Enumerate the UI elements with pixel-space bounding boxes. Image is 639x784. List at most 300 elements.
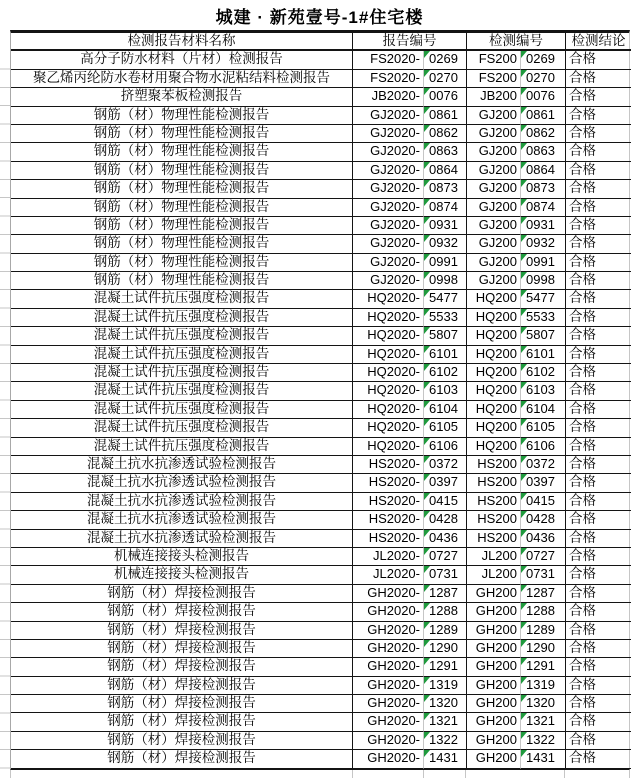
test-number-prefix-cell: GH200 — [467, 622, 521, 640]
text-as-number-flag-icon — [521, 88, 527, 95]
test-result-cell: 合格 — [566, 585, 631, 603]
report-number-cell — [424, 51, 467, 69]
report-number-prefix-cell: JL2020- — [353, 548, 424, 566]
text-as-number-flag-icon — [521, 603, 527, 610]
text-as-number-flag-icon — [521, 290, 527, 297]
text-as-number-flag-icon — [521, 677, 527, 684]
text-as-number-flag-icon — [521, 658, 527, 665]
test-number-value: 1287 — [526, 584, 555, 600]
report-number-cell — [424, 419, 467, 437]
material-name-cell: 机械连接接头检测报告 — [11, 548, 353, 566]
test-number-prefix-cell: HQ200 — [467, 382, 521, 400]
test-number-cell — [521, 290, 566, 308]
test-number-value: 1289 — [526, 621, 555, 637]
report-number-cell — [424, 474, 467, 492]
header-test-number: 检测编号 — [467, 33, 566, 51]
report-number-prefix-cell: HQ2020- — [353, 290, 424, 308]
report-number-cell — [424, 622, 467, 640]
text-as-number-flag-icon — [521, 401, 527, 408]
gridline-stub — [564, 770, 565, 778]
text-as-number-flag-icon — [521, 382, 527, 389]
report-number-cell — [424, 162, 467, 180]
material-name-cell: 混凝土抗水抗渗透试验检测报告 — [11, 474, 353, 492]
report-number-cell — [424, 107, 467, 125]
test-number-cell — [521, 327, 566, 345]
text-as-number-flag-icon — [424, 530, 430, 537]
report-number-prefix-cell: GH2020- — [353, 640, 424, 658]
material-name-cell: 钢筋（材）物理性能检测报告 — [11, 143, 353, 161]
test-number-value: 6104 — [526, 400, 555, 416]
test-report-table — [10, 30, 630, 770]
report-number-prefix-cell: HS2020- — [353, 493, 424, 511]
test-number-cell — [521, 272, 566, 290]
test-number-prefix-cell: HS200 — [467, 474, 521, 492]
test-result-cell: 合格 — [566, 107, 631, 125]
report-number-cell — [424, 309, 467, 327]
text-as-number-flag-icon — [521, 309, 527, 316]
report-number-prefix-cell: HS2020- — [353, 474, 424, 492]
test-result-cell: 合格 — [566, 290, 631, 308]
report-number-value: 1289 — [429, 621, 458, 637]
test-result-cell: 合格 — [566, 695, 631, 713]
test-number-value: 6101 — [526, 345, 555, 361]
text-as-number-flag-icon — [424, 217, 430, 224]
report-number-value: 5807 — [429, 327, 458, 343]
report-number-value: 0932 — [429, 235, 458, 251]
text-as-number-flag-icon — [424, 456, 430, 463]
test-number-prefix-cell: GH200 — [467, 732, 521, 750]
report-number-prefix-cell: HQ2020- — [353, 327, 424, 345]
report-number-prefix-cell: GJ2020- — [353, 107, 424, 125]
report-number-cell — [424, 327, 467, 345]
text-as-number-flag-icon — [424, 658, 430, 665]
test-number-prefix-cell: GH200 — [467, 585, 521, 603]
report-number-prefix-cell: GH2020- — [353, 658, 424, 676]
material-name-cell: 机械连接接头检测报告 — [11, 566, 353, 584]
report-number-prefix-cell: JL2020- — [353, 566, 424, 584]
report-number-cell — [424, 658, 467, 676]
test-number-cell — [521, 566, 566, 584]
text-as-number-flag-icon — [424, 290, 430, 297]
report-number-value: 0076 — [429, 88, 458, 104]
test-number-cell — [521, 419, 566, 437]
text-as-number-flag-icon — [424, 235, 430, 242]
material-name-cell: 混凝土抗水抗渗透试验检测报告 — [11, 456, 353, 474]
test-number-prefix-cell: GH200 — [467, 658, 521, 676]
text-as-number-flag-icon — [521, 162, 527, 169]
test-number-value: 1288 — [526, 603, 555, 619]
test-number-cell — [521, 125, 566, 143]
test-number-prefix-cell: GJ200 — [467, 254, 521, 272]
gridline-stub — [352, 770, 353, 778]
test-number-cell — [521, 585, 566, 603]
report-number-value: 0998 — [429, 272, 458, 288]
report-number-cell — [424, 713, 467, 731]
text-as-number-flag-icon — [521, 566, 527, 573]
text-as-number-flag-icon — [521, 346, 527, 353]
report-number-cell — [424, 401, 467, 419]
text-as-number-flag-icon — [424, 272, 430, 279]
material-name-cell: 钢筋（材）物理性能检测报告 — [11, 272, 353, 290]
report-number-value: 0861 — [429, 106, 458, 122]
test-number-prefix-cell: GH200 — [467, 695, 521, 713]
test-number-cell — [521, 677, 566, 695]
test-number-cell — [521, 254, 566, 272]
material-name-cell: 混凝土试件抗压强度检测报告 — [11, 290, 353, 308]
test-result-cell: 合格 — [566, 51, 631, 69]
test-number-prefix-cell: GJ200 — [467, 125, 521, 143]
test-number-value: 0863 — [526, 143, 555, 159]
report-number-prefix-cell: HQ2020- — [353, 382, 424, 400]
test-number-value: 1290 — [526, 639, 555, 655]
test-number-cell — [521, 88, 566, 106]
text-as-number-flag-icon — [521, 272, 527, 279]
test-number-value: 0991 — [526, 253, 555, 269]
material-name-cell: 钢筋（材）物理性能检测报告 — [11, 199, 353, 217]
test-number-prefix-cell: GJ200 — [467, 143, 521, 161]
report-number-value: 1319 — [429, 676, 458, 692]
test-result-cell: 合格 — [566, 511, 631, 529]
text-as-number-flag-icon — [521, 732, 527, 739]
report-number-cell — [424, 364, 467, 382]
text-as-number-flag-icon — [521, 640, 527, 647]
report-number-cell — [424, 290, 467, 308]
test-result-cell: 合格 — [566, 254, 631, 272]
text-as-number-flag-icon — [521, 585, 527, 592]
material-name-cell: 混凝土试件抗压强度检测报告 — [11, 327, 353, 345]
report-number-prefix-cell: GJ2020- — [353, 217, 424, 235]
text-as-number-flag-icon — [424, 180, 430, 187]
test-number-value: 1291 — [526, 658, 555, 674]
material-name-cell: 挤塑聚苯板检测报告 — [11, 88, 353, 106]
text-as-number-flag-icon — [521, 364, 527, 371]
test-number-cell — [521, 382, 566, 400]
report-number-prefix-cell: HQ2020- — [353, 401, 424, 419]
text-as-number-flag-icon — [424, 585, 430, 592]
material-name-cell: 聚乙烯丙纶防水卷材用聚合物水泥粘结料检测报告 — [11, 70, 353, 88]
material-name-cell: 混凝土试件抗压强度检测报告 — [11, 438, 353, 456]
test-number-cell — [521, 695, 566, 713]
test-number-cell — [521, 713, 566, 731]
report-number-value: 0991 — [429, 253, 458, 269]
report-number-cell — [424, 511, 467, 529]
text-as-number-flag-icon — [521, 217, 527, 224]
test-number-cell — [521, 364, 566, 382]
material-name-cell: 混凝土试件抗压强度检测报告 — [11, 364, 353, 382]
material-name-cell: 钢筋（材）焊接检测报告 — [11, 640, 353, 658]
report-number-cell — [424, 88, 467, 106]
test-number-cell — [521, 235, 566, 253]
report-number-value: 5533 — [429, 308, 458, 324]
test-number-cell — [521, 548, 566, 566]
report-number-value: 1287 — [429, 584, 458, 600]
text-as-number-flag-icon — [424, 732, 430, 739]
text-as-number-flag-icon — [424, 199, 430, 206]
test-number-value: 5807 — [526, 327, 555, 343]
text-as-number-flag-icon — [424, 309, 430, 316]
report-number-prefix-cell: HQ2020- — [353, 364, 424, 382]
test-result-cell: 合格 — [566, 327, 631, 345]
text-as-number-flag-icon — [424, 640, 430, 647]
test-result-cell: 合格 — [566, 382, 631, 400]
report-number-cell — [424, 732, 467, 750]
test-number-value: 5533 — [526, 308, 555, 324]
text-as-number-flag-icon — [521, 107, 527, 114]
material-name-cell: 混凝土试件抗压强度检测报告 — [11, 401, 353, 419]
test-result-cell: 合格 — [566, 658, 631, 676]
report-number-value: 5477 — [429, 290, 458, 306]
report-number-prefix-cell: HQ2020- — [353, 346, 424, 364]
report-number-prefix-cell: GJ2020- — [353, 254, 424, 272]
material-name-cell: 钢筋（材）物理性能检测报告 — [11, 217, 353, 235]
test-number-prefix-cell: GH200 — [467, 713, 521, 731]
material-name-cell: 混凝土试件抗压强度检测报告 — [11, 419, 353, 437]
text-as-number-flag-icon — [424, 695, 430, 702]
text-as-number-flag-icon — [521, 51, 527, 58]
test-result-cell: 合格 — [566, 493, 631, 511]
test-number-prefix-cell: HQ200 — [467, 401, 521, 419]
test-number-prefix-cell: GJ200 — [467, 235, 521, 253]
header-test-result: 检测结论 — [566, 33, 631, 51]
report-number-value: 0874 — [429, 198, 458, 214]
report-number-value: 6104 — [429, 400, 458, 416]
text-as-number-flag-icon — [521, 70, 527, 77]
left-gridline-ticks — [0, 51, 10, 769]
test-result-cell: 合格 — [566, 548, 631, 566]
text-as-number-flag-icon — [424, 107, 430, 114]
test-number-cell — [521, 474, 566, 492]
test-number-prefix-cell: FS200 — [467, 51, 521, 69]
test-number-cell — [521, 199, 566, 217]
test-number-prefix-cell: HQ200 — [467, 438, 521, 456]
text-as-number-flag-icon — [424, 566, 430, 573]
text-as-number-flag-icon — [424, 548, 430, 555]
text-as-number-flag-icon — [521, 695, 527, 702]
test-number-value: 1431 — [526, 750, 555, 766]
text-as-number-flag-icon — [521, 419, 527, 426]
report-number-prefix-cell: HS2020- — [353, 456, 424, 474]
text-as-number-flag-icon — [424, 493, 430, 500]
report-number-value: 6101 — [429, 345, 458, 361]
test-number-prefix-cell: HS200 — [467, 456, 521, 474]
report-number-prefix-cell: GH2020- — [353, 622, 424, 640]
report-number-cell — [424, 695, 467, 713]
test-result-cell: 合格 — [566, 364, 631, 382]
test-number-cell — [521, 162, 566, 180]
test-number-value: 0428 — [526, 511, 555, 527]
report-number-prefix-cell: GH2020- — [353, 585, 424, 603]
test-number-value: 0864 — [526, 161, 555, 177]
report-number-cell — [424, 217, 467, 235]
test-result-cell: 合格 — [566, 750, 631, 768]
text-as-number-flag-icon — [521, 713, 527, 720]
material-name-cell: 高分子防水材料（片材）检测报告 — [11, 51, 353, 69]
test-result-cell: 合格 — [566, 713, 631, 731]
report-number-cell — [424, 530, 467, 548]
text-as-number-flag-icon — [521, 235, 527, 242]
report-number-value: 1320 — [429, 695, 458, 711]
report-number-prefix-cell: GH2020- — [353, 750, 424, 768]
text-as-number-flag-icon — [521, 199, 527, 206]
test-number-value: 0270 — [526, 69, 555, 85]
text-as-number-flag-icon — [521, 254, 527, 261]
material-name-cell: 钢筋（材）物理性能检测报告 — [11, 254, 353, 272]
report-number-prefix-cell: HQ2020- — [353, 438, 424, 456]
report-number-cell — [424, 548, 467, 566]
test-result-cell: 合格 — [566, 640, 631, 658]
test-result-cell: 合格 — [566, 456, 631, 474]
gridline-stub — [10, 770, 11, 778]
text-as-number-flag-icon — [424, 125, 430, 132]
test-result-cell: 合格 — [566, 732, 631, 750]
test-number-value: 0415 — [526, 492, 555, 508]
text-as-number-flag-icon — [424, 346, 430, 353]
material-name-cell: 钢筋（材）物理性能检测报告 — [11, 162, 353, 180]
test-number-value: 0436 — [526, 529, 555, 545]
report-number-value: 6105 — [429, 419, 458, 435]
text-as-number-flag-icon — [521, 438, 527, 445]
material-name-cell: 混凝土抗水抗渗透试验检测报告 — [11, 511, 353, 529]
test-number-cell — [521, 401, 566, 419]
text-as-number-flag-icon — [424, 382, 430, 389]
test-number-value: 5477 — [526, 290, 555, 306]
test-result-cell: 合格 — [566, 272, 631, 290]
report-number-cell — [424, 750, 467, 768]
report-number-value: 0864 — [429, 161, 458, 177]
text-as-number-flag-icon — [424, 677, 430, 684]
report-number-cell — [424, 456, 467, 474]
material-name-cell: 钢筋（材）焊接检测报告 — [11, 658, 353, 676]
test-number-cell — [521, 622, 566, 640]
text-as-number-flag-icon — [424, 474, 430, 481]
test-number-cell — [521, 750, 566, 768]
test-number-value: 0861 — [526, 106, 555, 122]
test-number-prefix-cell: HQ200 — [467, 346, 521, 364]
gridline-stub — [423, 770, 424, 778]
text-as-number-flag-icon — [424, 162, 430, 169]
test-result-cell: 合格 — [566, 162, 631, 180]
gridline-stub — [465, 770, 466, 778]
material-name-cell: 钢筋（材）物理性能检测报告 — [11, 180, 353, 198]
report-number-value: 1288 — [429, 603, 458, 619]
report-number-value: 0436 — [429, 529, 458, 545]
test-number-cell — [521, 456, 566, 474]
test-number-cell — [521, 346, 566, 364]
material-name-cell: 混凝土抗水抗渗透试验检测报告 — [11, 530, 353, 548]
report-number-prefix-cell: GJ2020- — [353, 125, 424, 143]
test-number-prefix-cell: JB200 — [467, 88, 521, 106]
test-number-prefix-cell: HS200 — [467, 493, 521, 511]
test-result-cell: 合格 — [566, 474, 631, 492]
test-number-value: 0269 — [526, 51, 555, 67]
test-result-cell: 合格 — [566, 70, 631, 88]
text-as-number-flag-icon — [424, 511, 430, 518]
material-name-cell: 钢筋（材）焊接检测报告 — [11, 695, 353, 713]
test-number-prefix-cell: HS200 — [467, 511, 521, 529]
report-number-value: 0731 — [429, 566, 458, 582]
text-as-number-flag-icon — [424, 70, 430, 77]
text-as-number-flag-icon — [424, 750, 430, 757]
report-number-cell — [424, 70, 467, 88]
report-number-value: 1290 — [429, 639, 458, 655]
text-as-number-flag-icon — [424, 713, 430, 720]
report-number-cell — [424, 180, 467, 198]
test-number-value: 0862 — [526, 124, 555, 140]
material-name-cell: 钢筋（材）焊接检测报告 — [11, 677, 353, 695]
report-number-cell — [424, 199, 467, 217]
test-number-prefix-cell: GJ200 — [467, 199, 521, 217]
report-number-cell — [424, 493, 467, 511]
test-number-value: 6103 — [526, 382, 555, 398]
text-as-number-flag-icon — [521, 143, 527, 150]
report-number-prefix-cell: HQ2020- — [353, 309, 424, 327]
test-number-cell — [521, 217, 566, 235]
test-result-cell: 合格 — [566, 530, 631, 548]
text-as-number-flag-icon — [424, 88, 430, 95]
header-report-number: 报告编号 — [353, 33, 467, 51]
text-as-number-flag-icon — [424, 419, 430, 426]
report-number-value: 0270 — [429, 69, 458, 85]
report-number-cell — [424, 640, 467, 658]
test-number-cell — [521, 309, 566, 327]
report-number-value: 0372 — [429, 455, 458, 471]
report-number-cell — [424, 125, 467, 143]
test-number-value: 1321 — [526, 713, 555, 729]
test-number-prefix-cell: JL200 — [467, 548, 521, 566]
text-as-number-flag-icon — [521, 493, 527, 500]
test-number-prefix-cell: GH200 — [467, 640, 521, 658]
report-number-value: 0931 — [429, 216, 458, 232]
report-number-prefix-cell: GJ2020- — [353, 272, 424, 290]
report-number-value: 1322 — [429, 731, 458, 747]
report-number-prefix-cell: GJ2020- — [353, 143, 424, 161]
report-number-cell — [424, 272, 467, 290]
report-number-prefix-cell: GH2020- — [353, 713, 424, 731]
test-result-cell: 合格 — [566, 235, 631, 253]
test-number-cell — [521, 732, 566, 750]
report-number-value: 6102 — [429, 364, 458, 380]
text-as-number-flag-icon — [424, 143, 430, 150]
report-number-value: 0397 — [429, 474, 458, 490]
report-number-prefix-cell: JB2020- — [353, 88, 424, 106]
text-as-number-flag-icon — [521, 474, 527, 481]
material-name-cell: 混凝土试件抗压强度检测报告 — [11, 309, 353, 327]
text-as-number-flag-icon — [424, 254, 430, 261]
test-number-value: 0931 — [526, 216, 555, 232]
test-number-prefix-cell: GH200 — [467, 603, 521, 621]
test-number-value: 6105 — [526, 419, 555, 435]
test-number-prefix-cell: GH200 — [467, 677, 521, 695]
test-number-value: 6102 — [526, 364, 555, 380]
test-number-prefix-cell: HS200 — [467, 530, 521, 548]
material-name-cell: 钢筋（材）焊接检测报告 — [11, 713, 353, 731]
material-name-cell: 钢筋（材）焊接检测报告 — [11, 585, 353, 603]
report-number-value: 0873 — [429, 180, 458, 196]
test-result-cell: 合格 — [566, 677, 631, 695]
report-number-prefix-cell: HS2020- — [353, 511, 424, 529]
material-name-cell: 钢筋（材）焊接检测报告 — [11, 732, 353, 750]
text-as-number-flag-icon — [424, 327, 430, 334]
report-number-cell — [424, 346, 467, 364]
text-as-number-flag-icon — [424, 51, 430, 58]
text-as-number-flag-icon — [521, 511, 527, 518]
test-number-prefix-cell: HQ200 — [467, 309, 521, 327]
test-number-prefix-cell: FS200 — [467, 70, 521, 88]
test-result-cell: 合格 — [566, 88, 631, 106]
text-as-number-flag-icon — [424, 401, 430, 408]
test-result-cell: 合格 — [566, 401, 631, 419]
test-number-value: 0932 — [526, 235, 555, 251]
